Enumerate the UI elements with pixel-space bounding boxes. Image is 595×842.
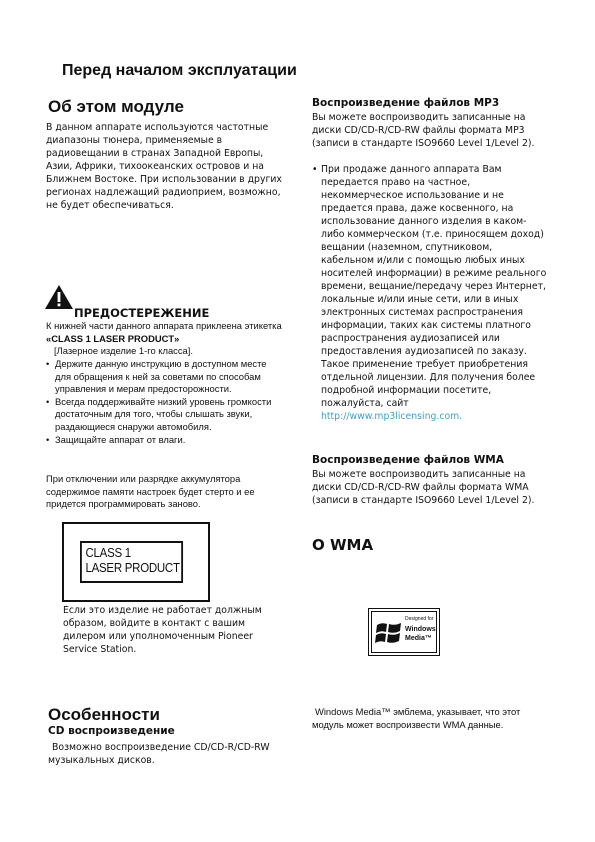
mp3-license-list: [312, 163, 548, 423]
service-note: Если это изделие не работает должным образом, войдите в контакт с вашим дилером или уполномоченным Pioneer Service Station.: [63, 605, 262, 655]
caution-intro-tail: [Лазерное изделие 1-го класса].: [54, 345, 193, 357]
page-title: Перед началом эксплуатации: [62, 62, 297, 79]
windows-flag-icon: [375, 619, 403, 647]
caution-intro: [46, 320, 286, 358]
features-heading: Особенности: [48, 705, 160, 724]
mp3-text: Вы можете воспроизводить записанные на диски CD/CD-R/CD-RW файлы формата MP3 (записи в стандарте ISO9660 Level 1/Level 2).: [312, 112, 535, 149]
laser-product-label-inner: [80, 541, 183, 583]
logo-line2: Windows: [405, 626, 436, 633]
cd-playback-heading: CD воспроизведение: [48, 725, 175, 737]
mp3-licensing-link[interactable]: http://www.mp3licensing.com.: [321, 411, 463, 422]
laser-label-line1: CLASS 1: [85, 546, 131, 560]
warning-icon: [44, 284, 74, 310]
caution-item: • Держите данную инструкцию в доступном месте для обращения к ней за советами по способам управления и мерам предосторожности.: [46, 358, 274, 396]
logo-line1: Designed for: [405, 616, 434, 622]
caution-list: [46, 358, 274, 446]
laser-label-line2: LASER PRODUCT: [85, 561, 180, 575]
about-module-heading: Об этом модуле: [48, 97, 184, 116]
mp3-license-text: При продаже данного аппарата Вам передается право на частное, некоммерческое использование и не предается права, даже косвенного, на использование данного изделия в каком-либо коммерческом (т.е. приносящем доход) вещании (наземном, спутниковом, кабельном и/или с помощью любых иных носителей информации) в режиме реального времени, вещание/передачу через Интернет, локальные и/или иные сети, или в иных электронных системах распространения информации, таких как системы платного распространения аудиозаписей или предоставления аудиозаписей по заказу. Такое применение требует приобретения отдельной лицензии. Для получения более подробной информации посетите, пожалуйста, сайт: [321, 164, 547, 409]
mp3-license-item: [312, 163, 548, 423]
caution-item: • Всегда поддерживайте низкий уровень громкости достаточным для того, чтобы слышать звуки, раздающиеся снаружи автомобиля.: [46, 396, 274, 434]
about-module-text: В данном аппарате используются частотные диапазоны тюнера, применяемые в радиовещании в странах Западной Европы, Азии, Африки, тихоокеанских островов и на Ближнем Востоке. При использовании в других регионах надлежащий радиоприем, возможно, не будет обеспечиваться.: [46, 122, 282, 211]
caution-heading: ПРЕДОСТЕРЕЖЕНИЕ: [74, 306, 210, 320]
laser-product-label: [62, 522, 210, 602]
logo-line3: Media™: [405, 635, 432, 642]
battery-note: При отключении или разрядке аккумулятора содержимое памяти настроек будет стерто и ее придется программировать заново.: [46, 473, 255, 510]
caution-item: • Защищайте аппарат от влаги.: [46, 434, 274, 447]
windows-media-logo: [368, 608, 440, 656]
about-wma-heading: О WMA: [312, 536, 374, 554]
wma-logo-text: Windows Media™ эмблема, указывает, что этот модуль может воспроизвести WMA данные.: [312, 706, 521, 730]
caution-intro-text: К нижней части данного аппарата приклеена этикетка: [46, 320, 282, 331]
wma-heading: Воспроизведение файлов WMA: [312, 454, 504, 466]
wma-text: Вы можете воспроизводить записанные на диски CD/CD-R/CD-RW файлы формата WMA (записи в стандарте ISO9660 Level 1/Level 2).: [312, 469, 535, 506]
caution-intro-bold: «CLASS 1 LASER PRODUCT»: [46, 332, 180, 344]
mp3-heading: Воспроизведение файлов MP3: [312, 97, 500, 109]
cd-playback-text: Возможно воспроизведение CD/CD-R/CD-RW музыкальных дисков.: [48, 742, 270, 766]
